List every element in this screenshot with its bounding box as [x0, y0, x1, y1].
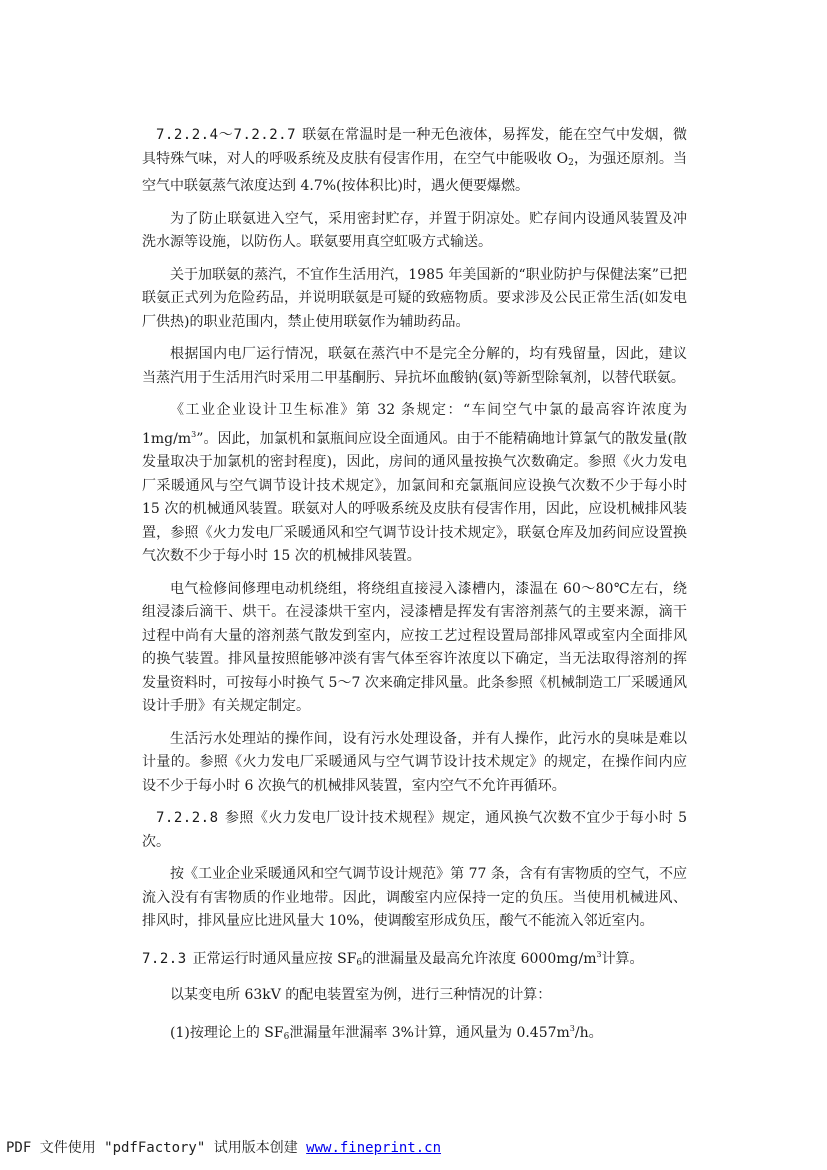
paragraph: 7.2.2.4～7.2.2.7 联氨在常温时是一种无色液体，易挥发，能在空气中发烟，微具特殊气味，对人的呼吸系统及皮肤有侵害作用，在空气中能吸收 $O_2$，为强还原剂。当空气中联氨蒸气浓度达到 4.7%(按体积比)时，遇火便要爆燃。 [142, 127, 687, 194]
paragraph: (1)按理论上的 $SF_6$泄漏量年泄漏率 3%计算，通风量为 $0.457m^3/h$。 [170, 1023, 603, 1042]
footer-text: PDF 文件使用 "pdfFactory" 试用版本创建 [6, 1140, 307, 1156]
paragraph: 7.2.2.8 参照《火力发电厂设计技术规程》规定，通风换气次数不宜少于每小时 5 次。 [142, 810, 687, 850]
document-body [142, 124, 687, 1058]
paragraph: 根据国内电厂运行情况，联氨在蒸汽中不是完全分解的，均有残留量，因此，建议当蒸汽用于生活用汽时采用二甲基酮肟、异抗坏血酸钠(氨)等新型除氧剂，以替代联氨。 [142, 346, 687, 386]
paragraph: 7.2.3 正常运行时通风量应按 $SF_6$的泄漏量及最高允许浓度 $6000mg/m^3$计算。 [142, 949, 644, 968]
paragraph: 为了防止联氨进入空气，采用密封贮存，并置于阴凉处。贮存间内设通风装置及冲洗水源等设施，以防伤人。联氨要用真空虹吸方式输送。 [142, 210, 687, 250]
section-number: 7.2.3 [142, 950, 187, 967]
paragraph: 生活污水处理站的操作间，设有污水处理设备，并有人操作，此污水的臭味是难以计量的。参照《火力发电厂采暖通风与空气调节设计技术规定》的规定，在操作间内应设不少于每小时 6 次换气的机械排风装置，室内空气不允许再循环。 [142, 730, 687, 794]
paragraph: 《工业企业设计卫生标准》第 32 条规定：“车间空气中氯的最高容许浓度为 $1mg/m^3$”。因此，加氯机和氯瓶间应设全面通风。由于不能精确地计算氯气的散发量(散发量取决于加氯机的密封程度)，因此，房间的通风量按换气次数确定。参照《火力发电厂采暖通风与空气调节设计技术规定》，加氯间和充氯瓶间应设换气次数不少于每小时 15 次的机械通风装置。联氨对人的呼吸系统及皮肤有侵害作用，因此，应设机械排风装置，参照《火力发电厂采暖通风和空气调节设计技术规定》，联氨仓库及加药间应设置换气次数不少于每小时 15 次的机械排风装置。 [142, 402, 687, 564]
section-number: 7.2.2.8 [156, 810, 219, 826]
pdf-footer [6, 1137, 441, 1157]
paragraph: 关于加联氨的蒸汽，不宜作生活用汽，1985 年美国新的“职业防护与保健法案”已把联氨正式列为危险药品，并说明联氨是可疑的致癌物质。要求涉及公民正常生活(如发电厂供热)的职业范围内，禁止使用联氨作为辅助药品。 [142, 266, 687, 330]
section-number: 7.2.2.4～7.2.2.7 [156, 127, 297, 143]
fineprint-link[interactable]: www.fineprint.cn [306, 1140, 442, 1156]
paragraph: 按《工业企业采暖通风和空气调节设计规范》第 77 条，含有有害物质的空气，不应流入没有有害物质的作业地带。因此，调酸室内应保持一定的负压。当使用机械进风、排风时，排风量应比进风量大 10%，使调酸室形成负压，酸气不能流入邻近室内。 [142, 866, 687, 929]
paragraph: 以某变电所 63kV 的配电装置室为例，进行三种情况的计算： [170, 987, 552, 1003]
paragraph: 电气检修间修理电动机绕组，将绕组直接浸入漆槽内，漆温在 60～80℃左右，绕组浸漆后滴干、烘干。在浸漆烘干室内，浸漆槽是挥发有害溶剂蒸气的主要来源，滴干过程中尚有大量的溶剂蒸气散发到室内，应按工艺过程设置局部排风罩或室内全面排风的换气装置。排风量按照能够冲淡有害气体至容许浓度以下确定，当无法取得溶剂的挥发量资料时，可按每小时换气 5～7 次来确定排风量。此条参照《机械制造工厂采暖通风设计手册》有关规定制定。 [142, 580, 687, 714]
